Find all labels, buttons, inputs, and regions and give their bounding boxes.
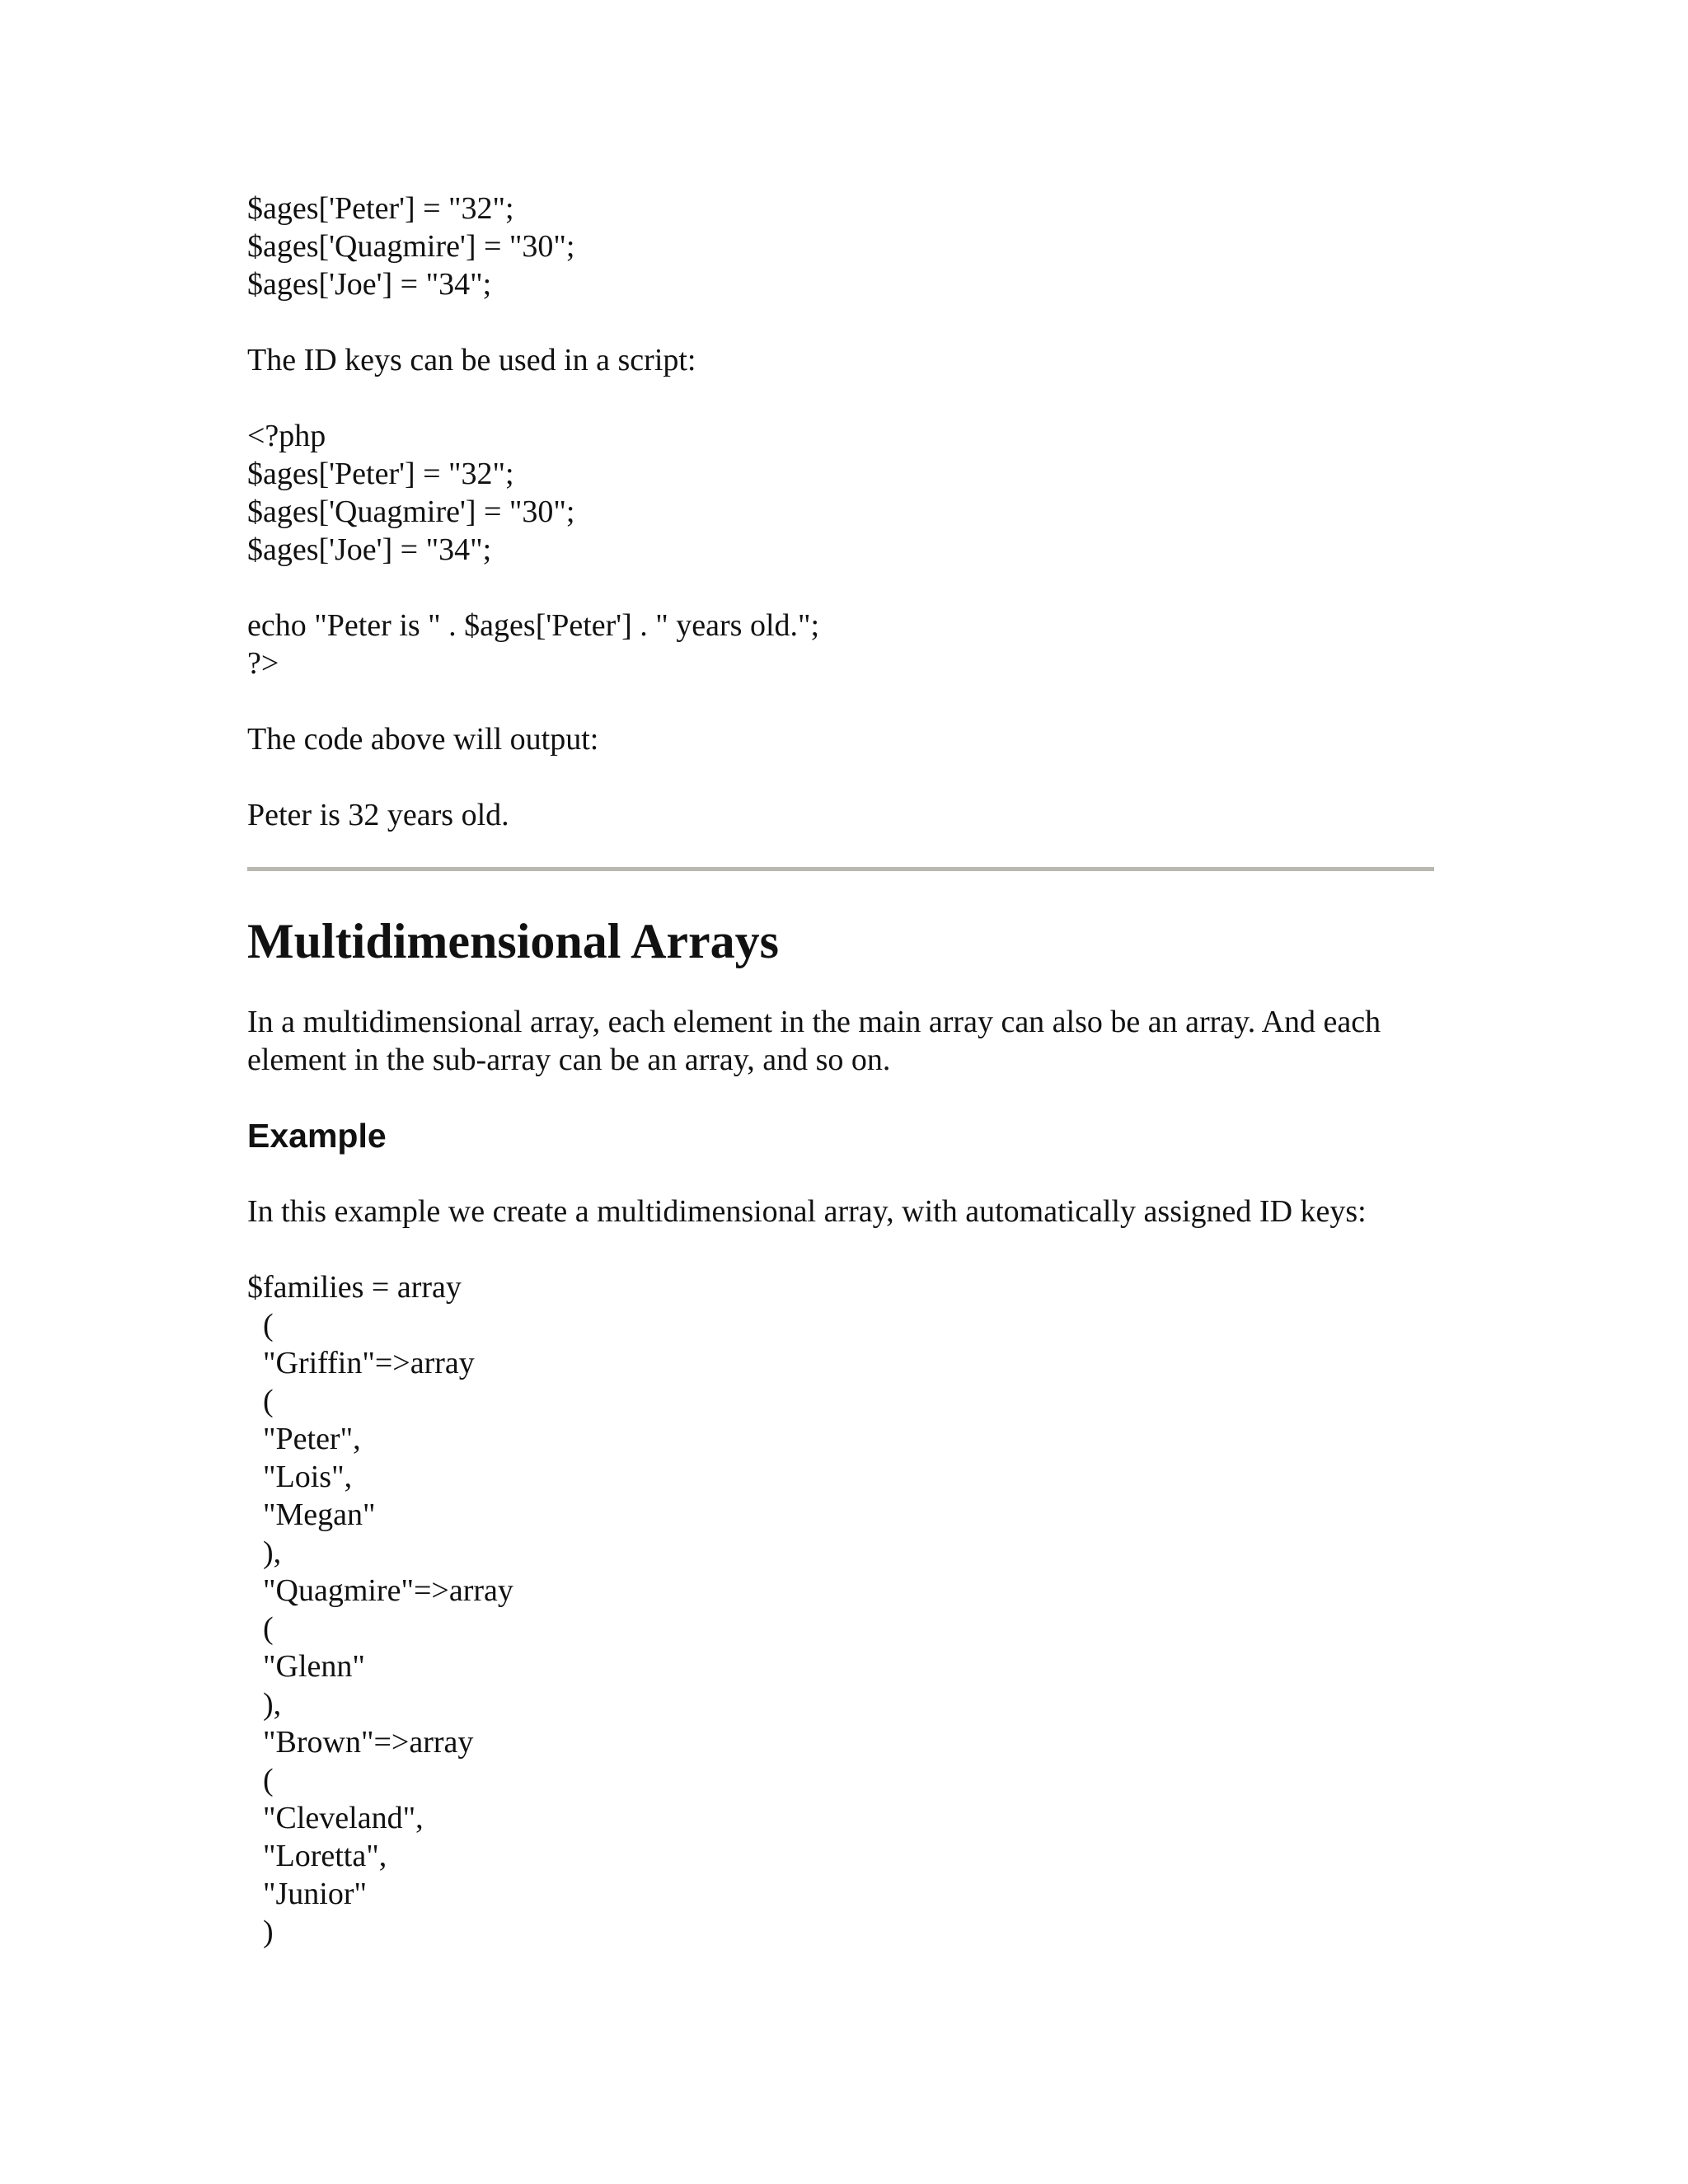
section-paragraph: In a multidimensional array, each element in the main array can also be an array. And each element in the sub-array can be an array, and so on.: [247, 1005, 1381, 1077]
code-line: $families = array: [247, 1270, 462, 1305]
document-page: [247, 190, 1434, 1951]
code-line: $ages['Joe'] = "34";: [247, 532, 492, 567]
code-line: "Glenn": [247, 1649, 365, 1684]
paragraph-output: Peter is 32 years old.: [247, 798, 509, 832]
code-line: "Peter",: [247, 1422, 361, 1456]
code-line: echo "Peter is " . $ages['Peter'] . " years old.";: [247, 608, 820, 643]
code-line: "Brown"=>array: [247, 1725, 474, 1760]
code-line: $ages['Peter'] = "32";: [247, 191, 514, 226]
paragraph-id-keys: The ID keys can be used in a script:: [247, 343, 696, 377]
code-line: $ages['Joe'] = "34";: [247, 267, 492, 302]
code-line: "Megan": [247, 1497, 376, 1532]
example-paragraph: In this example we create a multidimensional array, with automatically assigned ID keys:: [247, 1194, 1367, 1229]
code-line: (: [247, 1384, 274, 1418]
code-block-ages-assignments: [247, 190, 1434, 303]
code-line: (: [247, 1308, 274, 1343]
code-block-families: [247, 1268, 1434, 1951]
code-line: "Lois",: [247, 1460, 353, 1494]
code-block-php-script: [247, 417, 1434, 682]
code-line: "Griffin"=>array: [247, 1346, 475, 1380]
code-line: $ages['Quagmire'] = "30";: [247, 229, 575, 264]
code-line: <?php: [247, 419, 326, 453]
code-line: ),: [247, 1687, 282, 1722]
code-line: (: [247, 1611, 274, 1646]
code-line: ): [247, 1915, 274, 1949]
code-line: "Junior": [247, 1877, 368, 1911]
code-line: $ages['Peter'] = "32";: [247, 457, 514, 491]
code-line: "Quagmire"=>array: [247, 1573, 513, 1608]
code-line: ),: [247, 1535, 282, 1570]
code-line: "Loretta",: [247, 1839, 387, 1873]
paragraph-output-intro: The code above will output:: [247, 722, 599, 757]
horizontal-divider: [247, 867, 1434, 871]
section-title: Multidimensional Arrays: [247, 914, 780, 968]
code-line: "Cleveland",: [247, 1801, 424, 1835]
code-line: $ages['Quagmire'] = "30";: [247, 494, 575, 529]
code-line: ?>: [247, 646, 279, 681]
example-heading: Example: [247, 1117, 387, 1155]
code-line: (: [247, 1763, 274, 1797]
